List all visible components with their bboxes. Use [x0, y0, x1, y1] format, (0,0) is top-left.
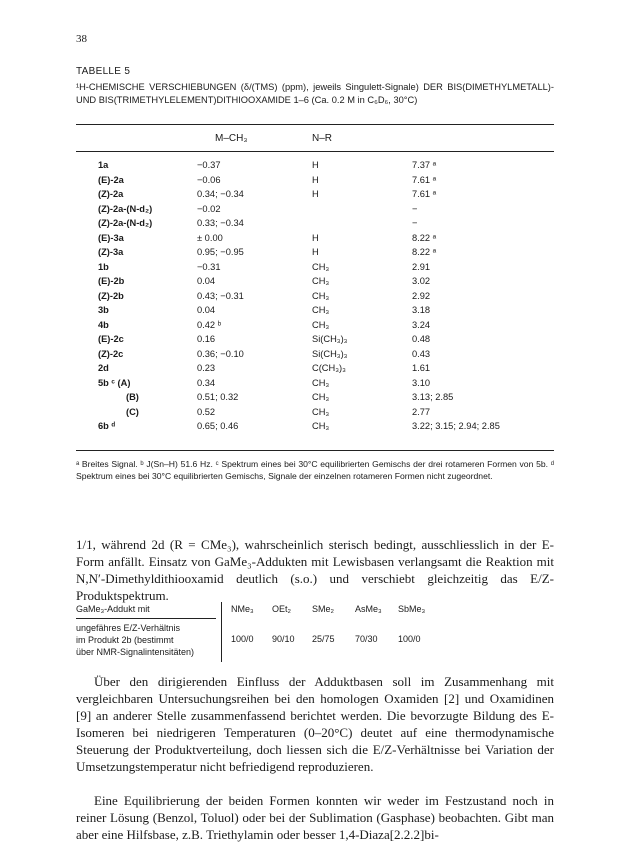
cell-compound: (E)-2b — [98, 276, 125, 286]
cell-shift: 2.92 — [412, 290, 431, 301]
cell-nr: CH₃ — [312, 305, 330, 315]
adduct-val-4: 100/0 — [398, 634, 421, 644]
cell-shift: 8.22 ᵃ — [412, 247, 437, 257]
paragraph-2: Über den dirigierenden Einfluss der Adduktbasen soll im Zusammenhang mit vergleichbaren Untersuchungsreihen bei den homologen Oxamiden [2] und Oxamidinen [9] an anderer Stelle zusammenfassend berichtet werden. Die bevorzugte Bildung des E-Isomeren bei niedrigeren Temperaturen (0–20°C) deutet auf eine thermodynamische Steuerung der Produktverteilung, doch liessen sich die E/Z-Verhältnisse bei Variation der Umsetzungstemperatur nicht befriedigend reproduzieren. — [76, 674, 554, 774]
cell-mch3: 0.42 ᵇ — [197, 319, 222, 330]
adduct-val-2: 25/75 — [312, 634, 335, 644]
table-row — [0, 203, 624, 215]
cell-mch3: 0.16 — [197, 334, 216, 344]
cell-compound: 3b — [98, 305, 109, 315]
table-top-rule — [76, 124, 554, 125]
cell-mch3: ± 0.00 — [197, 232, 223, 243]
adduct-val-0: 100/0 — [231, 634, 254, 644]
adduct-val-1: 90/10 — [272, 634, 295, 644]
cell-nr: H — [312, 247, 319, 257]
cell-nr: H — [312, 160, 319, 170]
cell-nr: CH₃ — [312, 290, 330, 301]
cell-compound: (Z)-2c — [98, 348, 124, 359]
cell-shift: 3.18 — [412, 305, 431, 315]
cell-mch3: −0.37 — [197, 160, 221, 170]
cell-nr: CH₃ — [312, 276, 330, 286]
cell-shift: 1.61 — [412, 363, 431, 373]
table-row — [0, 304, 624, 316]
cell-mch3: 0.04 — [197, 276, 216, 286]
table-row — [0, 319, 624, 331]
cell-shift: − — [412, 203, 418, 214]
cell-mch3: 0.23 — [197, 363, 216, 373]
paragraph-1: 1/1, während 2d (R = CMe₃), wahrscheinlich sterisch bedingt, ausschliesslich in der E-Form anfällt. Einsatz von GaMe₃-Addukten mit Lewisbasen verlangsamt die Reaktion mit N,N′-Dimethyldithiooxamid deutlich (s.o.) und verschiebt gleichzeitig das E/Z-Produktspektrum. — [76, 537, 554, 603]
cell-nr: Si(CH₃)₃ — [312, 334, 348, 344]
table-row — [0, 420, 624, 432]
cell-nr: H — [312, 232, 319, 243]
cell-nr: H — [312, 174, 319, 185]
cell-compound: (Z)-2a-(N-d₂) — [98, 218, 153, 228]
cell-mch3: 0.51; 0.32 — [197, 392, 239, 402]
cell-nr: C(CH₃)₃ — [312, 363, 346, 373]
cell-compound: 6b ᵈ — [98, 421, 116, 431]
cell-shift: 8.22 ᵃ — [412, 232, 437, 243]
table-row — [0, 348, 624, 360]
cell-compound: (Z)-3a — [98, 247, 124, 257]
adduct-row-label-1: ungefähres E/Z-Verhältnis — [76, 623, 181, 633]
table-row — [0, 362, 624, 374]
table-row — [0, 174, 624, 186]
table-row — [0, 290, 624, 302]
cell-shift: 2.77 — [412, 406, 431, 417]
page-number: 38 — [76, 33, 87, 45]
adduct-col-4: SbMe₃ — [398, 604, 426, 614]
cell-compound: (Z)-2a-(N-d₂) — [98, 203, 153, 214]
cell-nr: H — [312, 189, 319, 199]
table-row — [0, 333, 624, 345]
cell-mch3: 0.36; −0.10 — [197, 348, 244, 359]
cell-shift: 3.24 — [412, 319, 431, 330]
table-row — [0, 377, 624, 389]
cell-mch3: 0.65; 0.46 — [197, 421, 239, 431]
cell-shift: 3.22; 3.15; 2.94; 2.85 — [412, 421, 500, 431]
adduct-header-label: GaMe₃-Addukt mit — [76, 604, 150, 614]
adduct-col-1: OEt₂ — [272, 604, 291, 614]
cell-compound: 4b — [98, 319, 109, 330]
cell-mch3: 0.04 — [197, 305, 216, 315]
cell-shift: 0.43 — [412, 348, 431, 359]
table-row — [0, 232, 624, 244]
cell-compound: 1b — [98, 261, 109, 272]
cell-nr: CH₃ — [312, 406, 330, 417]
cell-nr: CH₃ — [312, 377, 330, 388]
cell-compound: (Z)-2b — [98, 290, 124, 301]
cell-compound: (C) — [126, 406, 139, 417]
table-caption: ¹H-CHEMISCHE VERSCHIEBUNGEN (δ/(TMS) (ppm), jeweils Singulett-Signale) DER BIS(DIMETHYLMETALL)- UND BIS(TRIMETHYLELEMENT)DITHIOOXAMIDE 1–6 (Ca. 0.2 M in C₆D₆, 30°C) — [76, 82, 554, 105]
column-header-nr: N–R — [312, 133, 333, 144]
cell-shift: 7.37 ᵃ — [412, 160, 437, 170]
table-row — [0, 246, 624, 258]
adduct-col-3: AsMe₃ — [355, 604, 382, 614]
adduct-row-label-3: über NMR-Signalintensitäten) — [76, 647, 195, 657]
column-header-mch3: M–CH₃ — [215, 133, 248, 144]
cell-shift: 3.02 — [412, 276, 431, 286]
table-row — [0, 261, 624, 273]
cell-mch3: −0.06 — [197, 174, 221, 185]
cell-shift: 7.61 ᵃ — [412, 174, 437, 185]
cell-mch3: 0.43; −0.31 — [197, 290, 244, 301]
cell-nr: CH₃ — [312, 319, 330, 330]
cell-nr: CH₃ — [312, 421, 330, 431]
cell-compound: (E)-2a — [98, 174, 124, 185]
table-row — [0, 275, 624, 287]
cell-nr: CH₃ — [312, 261, 330, 272]
adduct-col-0: NMe₃ — [231, 604, 254, 614]
cell-nr: CH₃ — [312, 392, 330, 402]
cell-mch3: 0.34; −0.34 — [197, 189, 244, 199]
cell-compound: (B) — [126, 392, 139, 402]
adduct-header-rule — [76, 618, 216, 619]
cell-compound: 5b ᶜ (A) — [98, 377, 131, 388]
paragraph-3: Eine Equilibrierung der beiden Formen konnten wir weder im Festzustand noch in reiner Lösung (Benzol, Toluol) oder bei der Sublimation (Gasphase) beobachten. Gibt man aber eine Hilfsbase, z.B. Triethylamin oder besser 1,4-Diaza[2.2.2]bi- — [76, 793, 554, 842]
cell-mch3: 0.95; −0.95 — [197, 247, 244, 257]
cell-compound: 1a — [98, 160, 109, 170]
cell-compound: (Z)-2a — [98, 189, 124, 199]
cell-mch3: −0.02 — [197, 203, 221, 214]
cell-shift: − — [412, 218, 418, 228]
table-header-rule — [76, 151, 554, 152]
cell-mch3: 0.33; −0.34 — [197, 218, 244, 228]
cell-shift: 7.61 ᵃ — [412, 189, 437, 199]
adduct-row-label-2: im Produkt 2b (bestimmt — [76, 635, 174, 645]
table-footnotes: ᵃ Breites Signal. ᵇ J(Sn–H) 51.6 Hz. ᶜ Spektrum eines bei 30°C equilibrierten Gemischs der drei rotameren Formen von 5b. ᵈ Spektrum eines bei 30°C equilibrierten Gemischs, Signale der einzelnen rotameren Formen nicht zugeordnet. — [76, 459, 554, 481]
table-row — [0, 217, 624, 229]
table-label: TABELLE 5 — [76, 66, 131, 77]
table-row — [0, 159, 624, 171]
cell-mch3: 0.34 — [197, 377, 216, 388]
adduct-divider — [221, 602, 222, 662]
cell-shift: 2.91 — [412, 261, 431, 272]
cell-shift: 3.13; 2.85 — [412, 392, 454, 402]
adduct-col-2: SMe₂ — [312, 604, 334, 614]
cell-shift: 3.10 — [412, 377, 431, 388]
table-row — [0, 391, 624, 403]
cell-nr: Si(CH₃)₃ — [312, 348, 348, 359]
cell-mch3: 0.52 — [197, 406, 216, 417]
table-bottom-rule — [76, 450, 554, 451]
cell-shift: 0.48 — [412, 334, 431, 344]
cell-compound: (E)-3a — [98, 232, 124, 243]
table-row — [0, 188, 624, 200]
cell-mch3: −0.31 — [197, 261, 221, 272]
cell-compound: (E)-2c — [98, 334, 124, 344]
cell-compound: 2d — [98, 363, 109, 373]
adduct-val-3: 70/30 — [355, 634, 378, 644]
table-row — [0, 406, 624, 418]
